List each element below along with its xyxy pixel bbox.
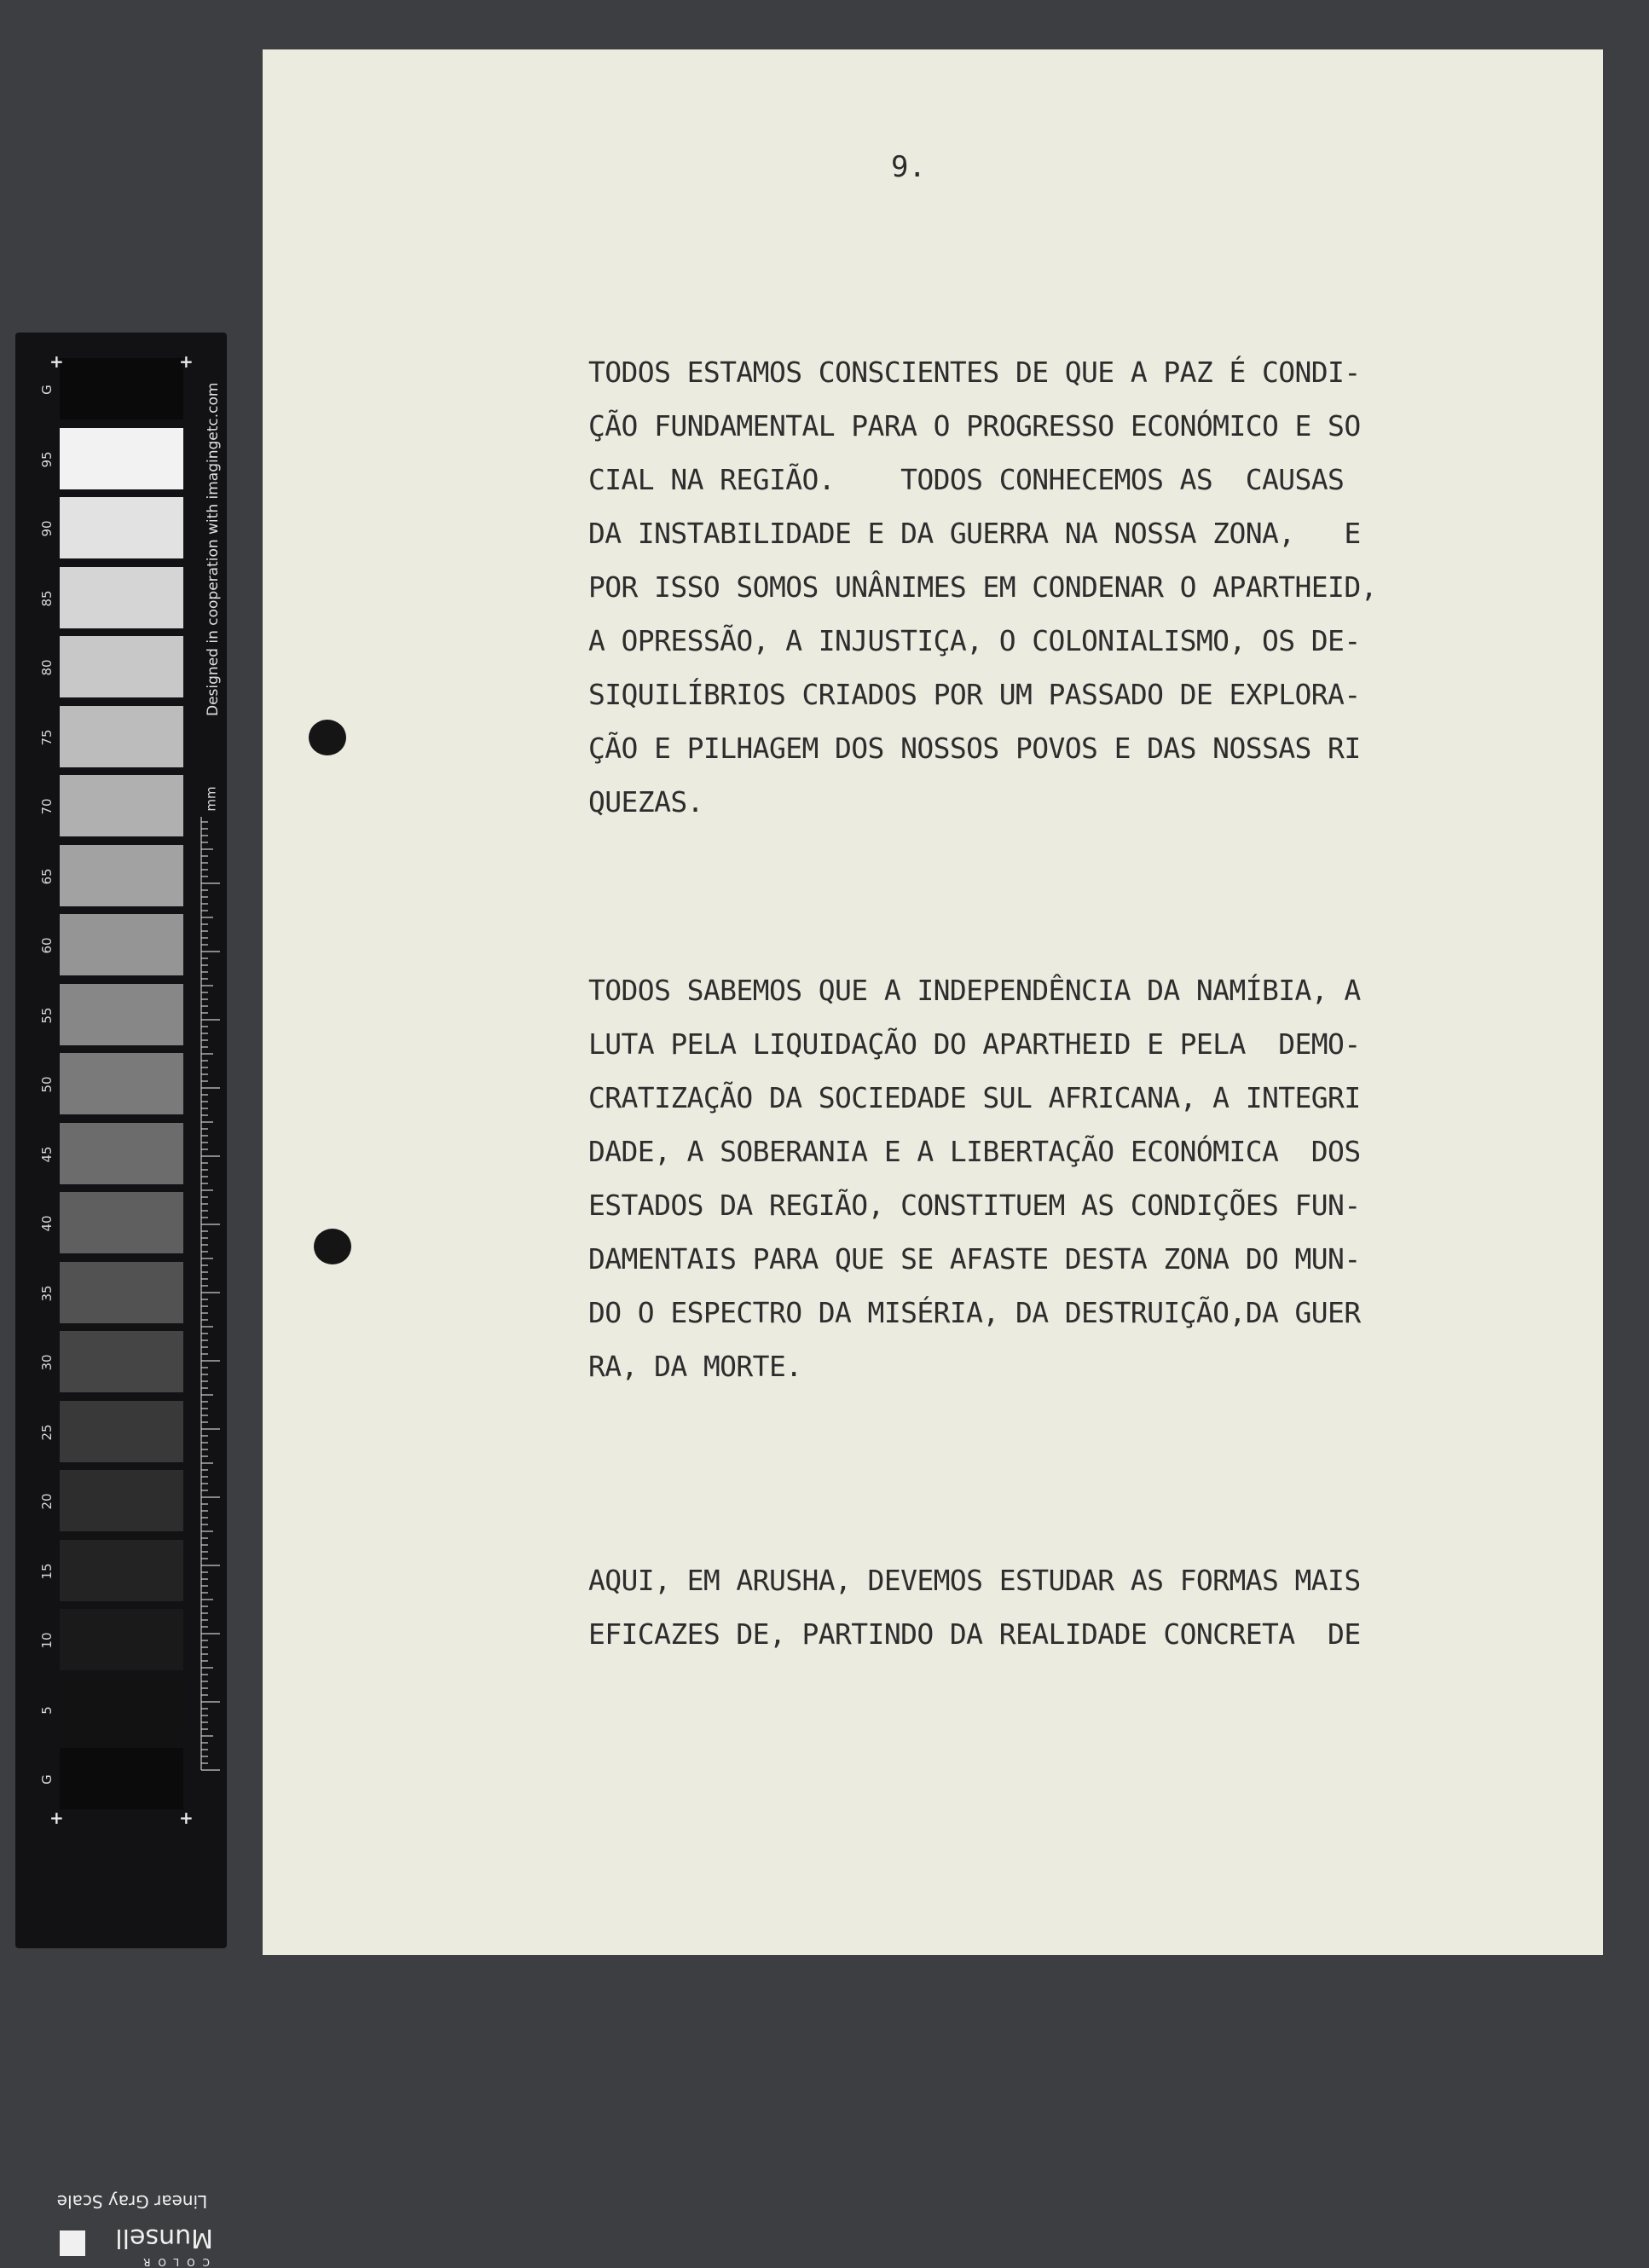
gray-swatch-label: 10 — [39, 1632, 55, 1649]
gray-swatch — [60, 1262, 183, 1323]
gray-swatch-label: G — [39, 385, 55, 395]
text-line: DO O ESPECTRO DA MISÉRIA, DA DESTRUIÇÃO,DA GUER — [588, 1296, 1361, 1329]
gray-swatch — [60, 428, 183, 489]
text-line: QUEZAS. — [588, 785, 703, 819]
gray-swatch-label: 70 — [39, 798, 55, 815]
gray-swatch — [60, 1192, 183, 1253]
gray-swatch-label: G — [39, 1774, 55, 1785]
brand-sub: COLOR — [136, 2256, 210, 2268]
text-line: TODOS ESTAMOS CONSCIENTES DE QUE A PAZ É CONDI- — [588, 356, 1361, 389]
punch-hole — [309, 720, 346, 755]
gray-scale-title: Linear Gray Scale — [56, 2191, 208, 2212]
gray-swatch-label: 40 — [39, 1215, 55, 1232]
gray-swatch-label: 50 — [39, 1076, 55, 1093]
registration-mark-plus: + — [179, 351, 194, 372]
munsell-logo — [51, 2224, 213, 2266]
gray-swatch-label: 45 — [39, 1145, 55, 1163]
text-line: A OPRESSÃO, A INJUSTIÇA, O COLONIALISMO, OS DE- — [588, 624, 1361, 657]
gray-swatch-label: 5 — [39, 1705, 55, 1715]
text-line: DAMENTAIS PARA QUE SE AFASTE DESTA ZONA DO MUN- — [588, 1242, 1361, 1276]
gray-swatch — [60, 358, 183, 419]
mm-ruler — [200, 817, 225, 1772]
registration-mark-plus: + — [49, 351, 64, 372]
text-line: DADE, A SOBERANIA E A LIBERTAÇÃO ECONÓMICA DOS — [588, 1135, 1361, 1168]
gray-swatch-label: 85 — [39, 589, 55, 607]
text-line: ÇÃO E PILHAGEM DOS NOSSOS POVOS E DAS NOSSAS RI — [588, 732, 1361, 765]
text-line: LUTA PELA LIQUIDAÇÃO DO APARTHEID E PELA DEMO- — [588, 1027, 1361, 1061]
gray-swatch — [60, 845, 183, 906]
text-line: ESTADOS DA REGIÃO, CONSTITUEM AS CONDIÇÕES FUN- — [588, 1189, 1361, 1222]
gray-swatch-label: 15 — [39, 1562, 55, 1580]
gray-swatch — [60, 914, 183, 975]
text-line: AQUI, EM ARUSHA, DEVEMOS ESTUDAR AS FORMAS MAIS — [588, 1564, 1361, 1597]
gray-swatch — [60, 567, 183, 628]
paragraph-3 — [588, 1553, 1361, 1661]
gray-swatch-label: 25 — [39, 1423, 55, 1441]
gray-swatch — [60, 1609, 183, 1670]
gray-swatch — [60, 1679, 183, 1740]
text-line: DA INSTABILIDADE E DA GUERRA NA NOSSA ZONA, E — [588, 517, 1361, 550]
gray-scale-card — [15, 333, 227, 2268]
gray-scale-credit: Designed in cooperation with imagingetc.com — [205, 382, 222, 716]
gray-swatch — [60, 1053, 183, 1114]
paragraph-1 — [588, 345, 1377, 829]
gray-swatch-label: 60 — [39, 937, 55, 954]
gray-swatch-label: 20 — [39, 1493, 55, 1510]
gray-swatch — [60, 706, 183, 767]
text-line: TODOS SABEMOS QUE A INDEPENDÊNCIA DA NAMÍBIA, A — [588, 974, 1361, 1007]
gray-swatch-label: 55 — [39, 1006, 55, 1024]
gray-swatch — [60, 984, 183, 1045]
gray-swatch-label: 95 — [39, 450, 55, 468]
gray-swatch — [60, 1331, 183, 1392]
text-line: RA, DA MORTE. — [588, 1350, 802, 1383]
gray-swatch-label: 80 — [39, 659, 55, 676]
gray-swatch — [60, 636, 183, 697]
brand-name: Munsell — [115, 2223, 213, 2253]
gray-swatch — [60, 497, 183, 558]
text-line: SIQUILÍBRIOS CRIADOS POR UM PASSADO DE EXPLORA- — [588, 678, 1361, 711]
page-number: 9. — [891, 150, 926, 184]
punch-hole — [314, 1229, 351, 1264]
brand-grid-icon — [60, 2230, 85, 2256]
registration-mark-plus: + — [49, 1808, 64, 1828]
gray-swatch-label: 75 — [39, 728, 55, 746]
gray-swatch-label: 90 — [39, 520, 55, 537]
gray-swatch — [60, 1123, 183, 1184]
paragraph-2 — [588, 963, 1361, 1393]
text-line: POR ISSO SOMOS UNÂNIMES EM CONDENAR O APARTHEID, — [588, 570, 1377, 604]
ruler-unit-label: mm — [203, 786, 219, 812]
text-line: ÇÃO FUNDAMENTAL PARA O PROGRESSO ECONÓMICO E SO — [588, 409, 1361, 443]
text-line: CIAL NA REGIÃO. TODOS CONHECEMOS AS CAUSAS — [588, 463, 1345, 496]
gray-swatch — [60, 1748, 183, 1809]
gray-swatch — [60, 1401, 183, 1462]
text-line: CRATIZAÇÃO DA SOCIEDADE SUL AFRICANA, A INTEGRI — [588, 1081, 1361, 1114]
gray-swatch-label: 30 — [39, 1354, 55, 1371]
text-line: EFICAZES DE, PARTINDO DA REALIDADE CONCRETA DE — [588, 1617, 1361, 1651]
gray-swatch — [60, 775, 183, 836]
gray-swatch — [60, 1540, 183, 1601]
gray-swatch-label: 35 — [39, 1284, 55, 1302]
gray-swatch — [60, 1470, 183, 1531]
registration-mark-plus: + — [179, 1808, 194, 1828]
gray-swatch-label: 65 — [39, 867, 55, 885]
